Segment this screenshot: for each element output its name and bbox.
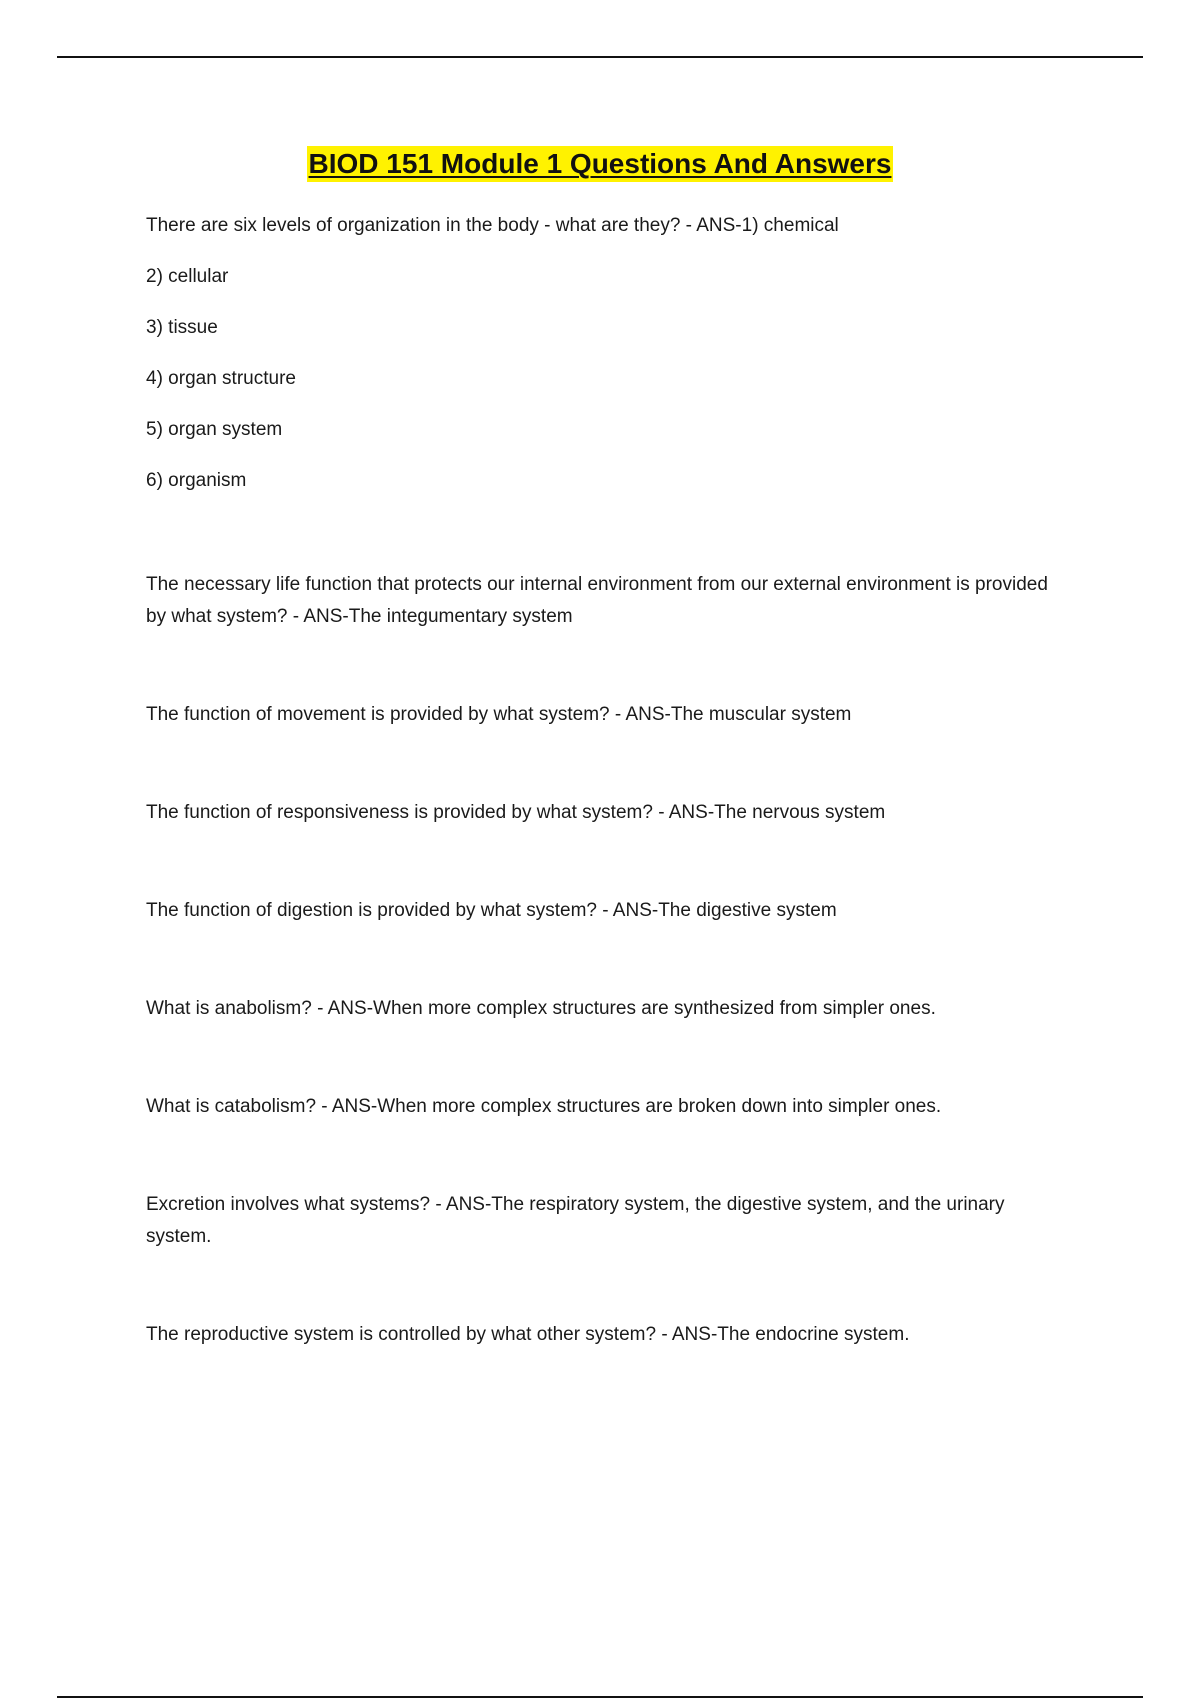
question-digestion-system: The function of digestion is provided by what system? - ANS-The digestive system — [146, 900, 837, 921]
question-excretion: Excretion involves what systems? - ANS-The respiratory system, the digestive system, and the urinary system. — [146, 1194, 1005, 1247]
question-catabolism: What is catabolism? - ANS-When more complex structures are broken down into simpler ones. — [146, 1096, 942, 1117]
list-item: 3) tissue — [146, 317, 218, 338]
list-item: 6) organism — [146, 470, 247, 491]
question-protection-system: The necessary life function that protects our internal environment from our external environment is provided by what system? - ANS-The integumentary system — [146, 574, 1048, 627]
footer-rule — [57, 1696, 1143, 1698]
question-reproductive-control: The reproductive system is controlled by what other system? - ANS-The endocrine system. — [146, 1324, 910, 1345]
list-item: 4) organ structure — [146, 368, 296, 389]
header-rule — [57, 56, 1143, 58]
list-item: 2) cellular — [146, 266, 229, 287]
question-anabolism: What is anabolism? - ANS-When more complex structures are synthesized from simpler ones. — [146, 998, 936, 1019]
document-body — [146, 210, 1066, 1351]
list-item: 5) organ system — [146, 419, 283, 440]
question-movement-system: The function of movement is provided by what system? - ANS-The muscular system — [146, 704, 852, 725]
title-container — [0, 146, 1200, 182]
question-responsiveness-system: The function of responsiveness is provided by what system? - ANS-The nervous system — [146, 802, 886, 823]
document-title: BIOD 151 Module 1 Questions And Answers — [307, 146, 894, 182]
question-levels-of-organization: There are six levels of organization in the body - what are they? - ANS-1) chemical — [146, 215, 839, 236]
